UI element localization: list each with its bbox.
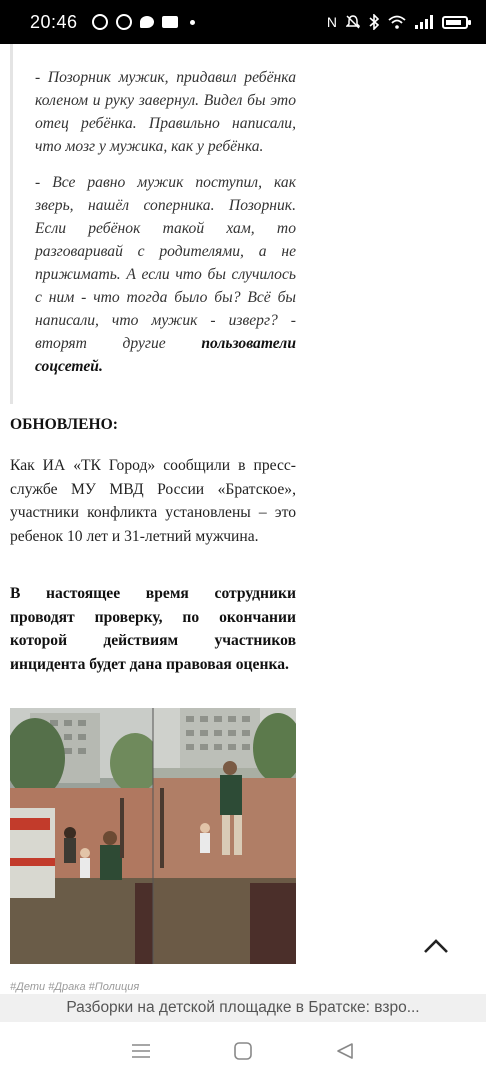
mail-icon <box>162 16 178 28</box>
nfc-icon: N <box>326 14 337 30</box>
message-icon <box>140 16 154 28</box>
user-comments-quote <box>10 44 296 404</box>
dot-icon <box>190 20 195 25</box>
status-bar <box>0 0 486 44</box>
playground-image <box>10 708 296 964</box>
article-tags[interactable]: #Дети #Драка #Полиция <box>10 981 140 993</box>
home-button[interactable] <box>223 1031 263 1071</box>
quote-paragraph-1: - Позорник мужик, придавил ребёнка коленом и руку завернул. Видел бы это отец ребёнка. Правильно написали, что мозг у мужика, как у ребёнка. <box>35 69 296 155</box>
scroll-to-top-button[interactable] <box>418 928 454 964</box>
system-nav-bar <box>0 1022 486 1080</box>
home-icon <box>234 1042 252 1060</box>
recent-apps-button[interactable] <box>121 1031 161 1071</box>
menu-icon <box>132 1043 150 1059</box>
wifi-icon <box>388 15 406 29</box>
system-icons <box>327 14 468 30</box>
back-button[interactable] <box>325 1031 365 1071</box>
clock: 20:46 <box>30 11 78 32</box>
yandex-icon <box>116 14 132 30</box>
mute-icon <box>346 15 360 29</box>
back-icon <box>336 1042 354 1060</box>
battery-icon <box>442 16 468 29</box>
quote-bold-source: пользователи соцсетей. <box>35 335 296 375</box>
quote-paragraph-2: - Все равно мужик поступил, как зверь, нашёл соперника. Позорник. Если ребёнок такой хам, то разговаривай с родителями, а не прижимать. А если что бы случилось с ним - что тогда было бы? Всё бы написали, что мужик - изверг? - вторят другие пользователи соцсетей. <box>35 174 296 375</box>
page-title-bar[interactable]: Разборки на детской площадке в Братске: взро... <box>0 994 486 1022</box>
notification-icons <box>92 14 195 30</box>
signal-icon <box>415 15 433 29</box>
updated-heading: ОБНОВЛЕНО: <box>10 416 118 433</box>
chevron-up-icon <box>423 938 449 954</box>
bluetooth-icon <box>369 14 379 30</box>
article-photo[interactable] <box>10 708 296 964</box>
whatsapp-icon <box>92 14 108 30</box>
article-paragraph-bold: В настоящее время сотрудники проводят проверку, по окончании которой действиям участников инцидента будет дана правовая оценка. <box>10 585 296 673</box>
article-paragraph: Как ИА «ТК Город» сообщили в пресс-службе МУ МВД России «Братское», участники конфликта установлены – это ребенок 10 лет и 31-летний мужчина. <box>10 457 296 545</box>
